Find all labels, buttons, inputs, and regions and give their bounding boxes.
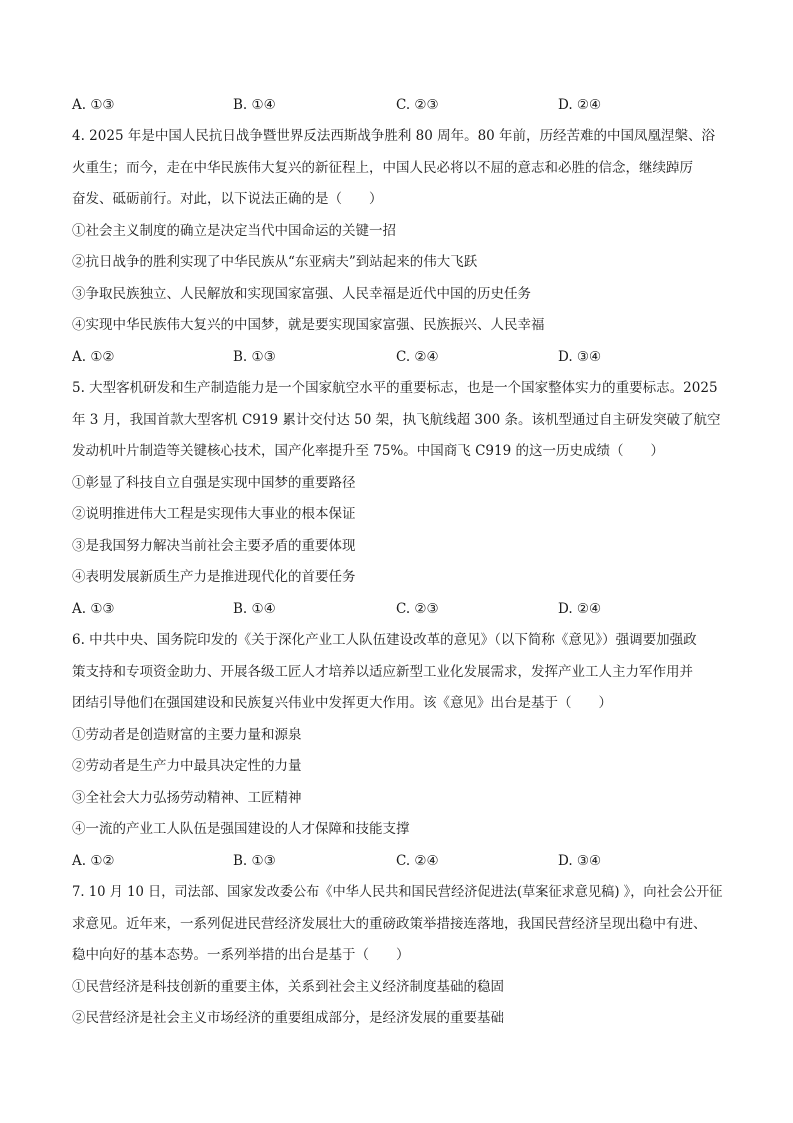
- q3-option-d[interactable]: D. ②④: [558, 97, 602, 113]
- q4-stem-line: 火重生；而今，走在中华民族伟大复兴的新征程上，中国人民必将以不屈的意志和必胜的信念，继续踔厉: [72, 160, 693, 176]
- q4-item-2: ②抗日战争的胜利实现了中华民族从“东亚病夫”到站起来的伟大飞跃: [72, 254, 478, 270]
- q5-stem-line: 5. 大型客机研发和生产制造能力是一个国家航空水平的重要标志，也是一个国家整体实力的重要标志。2025: [72, 380, 718, 396]
- q6-stem-line: 6. 中共中央、国务院印发的《关于深化产业工人队伍建设改革的意见》（以下简称《意见》）强调要加强政: [72, 632, 697, 648]
- q4-option-a[interactable]: A. ①②: [72, 349, 115, 365]
- q3-option-c[interactable]: C. ②③: [396, 97, 439, 113]
- q6-item-1: ①劳动者是创造财富的主要力量和源泉: [72, 727, 302, 743]
- q3-option-a[interactable]: A. ①③: [72, 97, 115, 113]
- q6-item-2: ②劳动者是生产力中最具决定性的力量: [72, 758, 302, 774]
- q7-item-1: ①民营经济是科技创新的重要主体，关系到社会主义经济制度基础的稳固: [72, 979, 504, 995]
- q4-stem-line: 奋发、砥砺前行。对此，以下说法正确的是（ ）: [72, 191, 383, 207]
- q7-stem-line: 7. 10 月 10 日，司法部、国家发改委公布《中华人民共和国民营经济促进法(草案征求意见稿) 》，向社会公开征: [72, 884, 723, 900]
- q5-item-2: ②说明推进伟大工程是实现伟大事业的根本保证: [72, 506, 356, 522]
- q5-option-d[interactable]: D. ②④: [558, 601, 602, 617]
- q3-option-b[interactable]: B. ①④: [233, 97, 276, 113]
- q5-item-3: ③是我国努力解决当前社会主要矛盾的重要体现: [72, 538, 356, 554]
- q4-stem-line: 4. 2025 年是中国人民抗日战争暨世界反法西斯战争胜利 80 周年。80 年前，历经苦难的中国凤凰涅槃、浴: [72, 128, 716, 144]
- q6-item-4: ④一流的产业工人队伍是强国建设的人才保障和技能支撑: [72, 821, 410, 837]
- q7-stem-line: 求意见。近年来，一系列促进民营经济发展壮大的重磅政策举措接连落地，我国民营经济呈现出稳中有进、: [72, 916, 707, 932]
- q6-option-c[interactable]: C. ②④: [396, 853, 439, 869]
- q6-option-d[interactable]: D. ③④: [558, 853, 602, 869]
- q4-item-1: ①社会主义制度的确立是决定当代中国命运的关键一招: [72, 223, 396, 239]
- q5-option-b[interactable]: B. ①④: [233, 601, 276, 617]
- q6-stem-line: 团结引导他们在强国建设和民族复兴伟业中发挥更大作用。该《意见》出台是基于（ ）: [72, 695, 612, 711]
- q5-option-a[interactable]: A. ①③: [72, 601, 115, 617]
- q4-item-3: ③争取民族独立、人民解放和实现国家富强、人民幸福是近代中国的历史任务: [72, 286, 531, 302]
- q6-item-3: ③全社会大力弘扬劳动精神、工匠精神: [72, 790, 302, 806]
- q5-stem-line: 年 3 月，我国首款大型客机 C919 累计交付达 50 架，执飞航线超 300 条。该机型通过自主研发突破了航空: [72, 412, 721, 428]
- q7-item-2: ②民营经济是社会主义市场经济的重要组成部分，是经济发展的重要基础: [72, 1010, 504, 1026]
- q6-option-b[interactable]: B. ①③: [233, 853, 276, 869]
- q5-option-c[interactable]: C. ②③: [396, 601, 439, 617]
- q4-option-b[interactable]: B. ①③: [233, 349, 276, 365]
- q6-stem-line: 策支持和专项资金助力、开展各级工匠人才培养以适应新型工业化发展需求，发挥产业工人主力军作用并: [72, 664, 693, 680]
- q4-option-d[interactable]: D. ③④: [558, 349, 602, 365]
- q4-item-4: ④实现中华民族伟大复兴的中国梦，就是要实现国家富强、民族振兴、人民幸福: [72, 317, 545, 333]
- q5-stem-line: 发动机叶片制造等关键核心技术，国产化率提升至 75%。中国商飞 C919 的这一历史成绩（ ）: [72, 443, 664, 459]
- q4-option-c[interactable]: C. ②④: [396, 349, 439, 365]
- q6-option-a[interactable]: A. ①②: [72, 853, 115, 869]
- q5-item-4: ④表明发展新质生产力是推进现代化的首要任务: [72, 569, 356, 585]
- q5-item-1: ①彰显了科技自立自强是实现中国梦的重要路径: [72, 475, 356, 491]
- q7-stem-line: 稳中向好的基本态势。一系列举措的出台是基于（ ）: [72, 947, 410, 963]
